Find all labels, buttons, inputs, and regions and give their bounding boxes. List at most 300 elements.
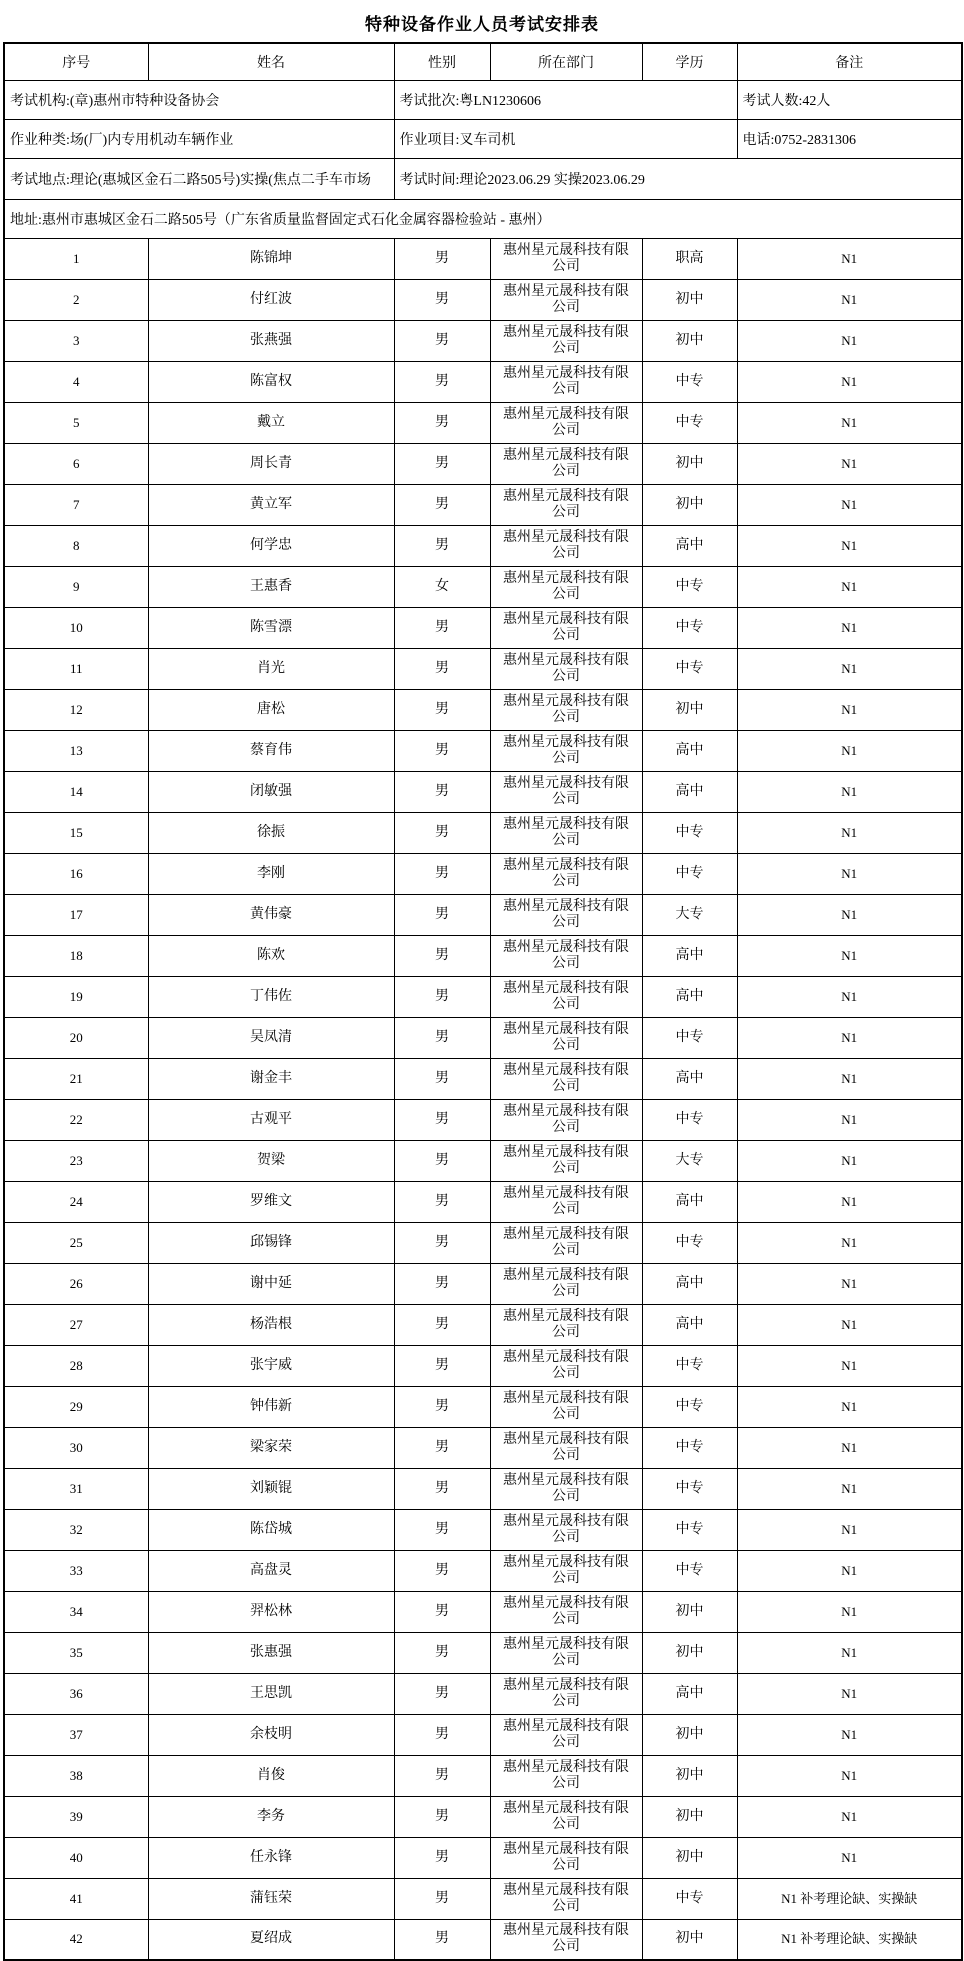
cell-gender: 男 <box>394 361 490 402</box>
cell-remark: N1 <box>737 1140 962 1181</box>
cell-gender: 女 <box>394 566 490 607</box>
work-project-cell: 作业项目:叉车司机 <box>394 119 737 158</box>
table-row <box>4 1714 962 1755</box>
cell-no: 14 <box>4 771 148 812</box>
cell-gender: 男 <box>394 607 490 648</box>
column-header-department: 所在部门 <box>490 43 642 80</box>
cell-department: 惠州星元晟科技有限公司 <box>490 1263 642 1304</box>
cell-department: 惠州星元晟科技有限公司 <box>490 1714 642 1755</box>
cell-remark: N1 <box>737 402 962 443</box>
cell-name: 李务 <box>148 1796 394 1837</box>
cell-remark: N1 <box>737 279 962 320</box>
table-row <box>4 730 962 771</box>
table-row <box>4 566 962 607</box>
cell-gender: 男 <box>394 443 490 484</box>
cell-education: 中专 <box>642 1386 737 1427</box>
cell-name: 谢金丰 <box>148 1058 394 1099</box>
cell-no: 27 <box>4 1304 148 1345</box>
info-row-2 <box>4 119 962 158</box>
table-row <box>4 1837 962 1878</box>
cell-gender: 男 <box>394 1304 490 1345</box>
cell-gender: 男 <box>394 894 490 935</box>
cell-education: 中专 <box>642 1509 737 1550</box>
cell-name: 陈岱城 <box>148 1509 394 1550</box>
cell-no: 10 <box>4 607 148 648</box>
table-row <box>4 1181 962 1222</box>
cell-education: 中专 <box>642 648 737 689</box>
cell-gender: 男 <box>394 1919 490 1960</box>
cell-gender: 男 <box>394 1263 490 1304</box>
cell-gender: 男 <box>394 1796 490 1837</box>
exam-location-cell: 考试地点:理论(惠城区金石二路505号)实操(焦点二手车市场 <box>4 158 394 199</box>
cell-no: 13 <box>4 730 148 771</box>
cell-education: 高中 <box>642 1058 737 1099</box>
cell-education: 初中 <box>642 1796 737 1837</box>
cell-gender: 男 <box>394 853 490 894</box>
cell-remark: N1 <box>737 894 962 935</box>
cell-no: 26 <box>4 1263 148 1304</box>
cell-education: 中专 <box>642 1099 737 1140</box>
column-header-education: 学历 <box>642 43 737 80</box>
phone-cell: 电话:0752-2831306 <box>737 119 962 158</box>
cell-remark: N1 <box>737 443 962 484</box>
cell-remark: N1 <box>737 1099 962 1140</box>
cell-remark: N1 补考理论缺、实操缺 <box>737 1878 962 1919</box>
cell-name: 徐振 <box>148 812 394 853</box>
cell-remark: N1 <box>737 566 962 607</box>
table-row <box>4 1263 962 1304</box>
roster-header <box>4 43 962 80</box>
cell-gender: 男 <box>394 1345 490 1386</box>
cell-gender: 男 <box>394 1468 490 1509</box>
cell-name: 肖光 <box>148 648 394 689</box>
cell-remark: N1 <box>737 484 962 525</box>
cell-no: 15 <box>4 812 148 853</box>
table-row <box>4 484 962 525</box>
cell-name: 贺梁 <box>148 1140 394 1181</box>
cell-remark: N1 <box>737 1058 962 1099</box>
cell-gender: 男 <box>394 1427 490 1468</box>
table-row <box>4 361 962 402</box>
cell-no: 42 <box>4 1919 148 1960</box>
cell-department: 惠州星元晟科技有限公司 <box>490 607 642 648</box>
cell-no: 36 <box>4 1673 148 1714</box>
cell-name: 戴立 <box>148 402 394 443</box>
cell-department: 惠州星元晟科技有限公司 <box>490 1140 642 1181</box>
cell-name: 羿松林 <box>148 1591 394 1632</box>
cell-gender: 男 <box>394 1878 490 1919</box>
cell-gender: 男 <box>394 1591 490 1632</box>
cell-remark: N1 <box>737 525 962 566</box>
table-row <box>4 1304 962 1345</box>
column-header-row <box>4 43 962 80</box>
cell-gender: 男 <box>394 1509 490 1550</box>
cell-remark: N1 <box>737 1591 962 1632</box>
cell-gender: 男 <box>394 771 490 812</box>
table-row <box>4 443 962 484</box>
cell-department: 惠州星元晟科技有限公司 <box>490 1181 642 1222</box>
cell-department: 惠州星元晟科技有限公司 <box>490 279 642 320</box>
cell-no: 17 <box>4 894 148 935</box>
exam-time-cell: 考试时间:理论2023.06.29 实操2023.06.29 <box>394 158 962 199</box>
cell-education: 中专 <box>642 1427 737 1468</box>
cell-department: 惠州星元晟科技有限公司 <box>490 1632 642 1673</box>
table-row <box>4 607 962 648</box>
cell-remark: N1 <box>737 1017 962 1058</box>
cell-name: 张惠强 <box>148 1632 394 1673</box>
cell-remark: N1 <box>737 853 962 894</box>
cell-gender: 男 <box>394 1222 490 1263</box>
cell-department: 惠州星元晟科技有限公司 <box>490 238 642 279</box>
table-row <box>4 402 962 443</box>
cell-department: 惠州星元晟科技有限公司 <box>490 320 642 361</box>
cell-department: 惠州星元晟科技有限公司 <box>490 1837 642 1878</box>
cell-remark: N1 <box>737 648 962 689</box>
cell-name: 黄立军 <box>148 484 394 525</box>
table-row <box>4 1017 962 1058</box>
exam-batch-cell: 考试批次:粤LN1230606 <box>394 80 737 119</box>
cell-no: 19 <box>4 976 148 1017</box>
cell-department: 惠州星元晟科技有限公司 <box>490 525 642 566</box>
cell-name: 闭敏强 <box>148 771 394 812</box>
cell-department: 惠州星元晟科技有限公司 <box>490 1386 642 1427</box>
cell-remark: N1 <box>737 1345 962 1386</box>
cell-education: 初中 <box>642 1919 737 1960</box>
cell-no: 29 <box>4 1386 148 1427</box>
cell-education: 中专 <box>642 1017 737 1058</box>
cell-no: 9 <box>4 566 148 607</box>
cell-department: 惠州星元晟科技有限公司 <box>490 1509 642 1550</box>
cell-gender: 男 <box>394 730 490 771</box>
cell-department: 惠州星元晟科技有限公司 <box>490 1468 642 1509</box>
cell-department: 惠州星元晟科技有限公司 <box>490 1878 642 1919</box>
cell-no: 8 <box>4 525 148 566</box>
cell-department: 惠州星元晟科技有限公司 <box>490 976 642 1017</box>
table-row <box>4 1632 962 1673</box>
cell-department: 惠州星元晟科技有限公司 <box>490 853 642 894</box>
cell-name: 吴凤清 <box>148 1017 394 1058</box>
cell-name: 周长青 <box>148 443 394 484</box>
table-row <box>4 1919 962 1960</box>
cell-no: 11 <box>4 648 148 689</box>
cell-name: 杨浩根 <box>148 1304 394 1345</box>
table-row <box>4 1099 962 1140</box>
roster-body <box>4 238 962 1960</box>
cell-name: 古观平 <box>148 1099 394 1140</box>
info-section <box>4 80 962 238</box>
cell-name: 陈锦坤 <box>148 238 394 279</box>
cell-education: 中专 <box>642 1222 737 1263</box>
cell-name: 罗维文 <box>148 1181 394 1222</box>
table-row <box>4 1222 962 1263</box>
cell-remark: N1 <box>737 1386 962 1427</box>
cell-name: 蒲钰荣 <box>148 1878 394 1919</box>
cell-no: 7 <box>4 484 148 525</box>
cell-remark: N1 <box>737 1796 962 1837</box>
cell-gender: 男 <box>394 689 490 730</box>
cell-department: 惠州星元晟科技有限公司 <box>490 443 642 484</box>
cell-remark: N1 <box>737 607 962 648</box>
cell-department: 惠州星元晟科技有限公司 <box>490 730 642 771</box>
cell-remark: N1 <box>737 1181 962 1222</box>
cell-name: 夏绍成 <box>148 1919 394 1960</box>
cell-no: 12 <box>4 689 148 730</box>
cell-gender: 男 <box>394 1673 490 1714</box>
cell-gender: 男 <box>394 1755 490 1796</box>
cell-education: 高中 <box>642 1181 737 1222</box>
table-row <box>4 771 962 812</box>
cell-remark: N1 <box>737 1755 962 1796</box>
cell-gender: 男 <box>394 279 490 320</box>
info-row-1 <box>4 80 962 119</box>
cell-remark: N1 <box>737 812 962 853</box>
cell-department: 惠州星元晟科技有限公司 <box>490 771 642 812</box>
cell-no: 35 <box>4 1632 148 1673</box>
cell-name: 余枝明 <box>148 1714 394 1755</box>
cell-name: 李刚 <box>148 853 394 894</box>
table-row <box>4 1591 962 1632</box>
cell-education: 高中 <box>642 1263 737 1304</box>
cell-gender: 男 <box>394 1386 490 1427</box>
cell-remark: N1 <box>737 361 962 402</box>
cell-education: 高中 <box>642 771 737 812</box>
cell-remark: N1 <box>737 935 962 976</box>
cell-name: 丁伟佐 <box>148 976 394 1017</box>
cell-no: 40 <box>4 1837 148 1878</box>
cell-education: 初中 <box>642 1837 737 1878</box>
cell-remark: N1 <box>737 1714 962 1755</box>
cell-name: 高盘灵 <box>148 1550 394 1591</box>
cell-education: 中专 <box>642 853 737 894</box>
table-row <box>4 976 962 1017</box>
cell-department: 惠州星元晟科技有限公司 <box>490 1673 642 1714</box>
cell-education: 高中 <box>642 1304 737 1345</box>
cell-name: 王思凯 <box>148 1673 394 1714</box>
column-header-name: 姓名 <box>148 43 394 80</box>
cell-education: 中专 <box>642 1878 737 1919</box>
cell-gender: 男 <box>394 812 490 853</box>
cell-education: 初中 <box>642 1755 737 1796</box>
cell-department: 惠州星元晟科技有限公司 <box>490 361 642 402</box>
cell-name: 陈富权 <box>148 361 394 402</box>
cell-education: 高中 <box>642 525 737 566</box>
cell-remark: N1 <box>737 771 962 812</box>
cell-education: 初中 <box>642 1591 737 1632</box>
cell-education: 大专 <box>642 894 737 935</box>
cell-education: 中专 <box>642 361 737 402</box>
cell-gender: 男 <box>394 1550 490 1591</box>
column-header-no: 序号 <box>4 43 148 80</box>
cell-gender: 男 <box>394 320 490 361</box>
cell-name: 邱锡锋 <box>148 1222 394 1263</box>
cell-gender: 男 <box>394 1837 490 1878</box>
cell-remark: N1 <box>737 1509 962 1550</box>
table-row <box>4 320 962 361</box>
cell-remark: N1 <box>737 1468 962 1509</box>
work-type-cell: 作业种类:场(厂)内专用机动车辆作业 <box>4 119 394 158</box>
cell-department: 惠州星元晟科技有限公司 <box>490 1345 642 1386</box>
cell-name: 黄伟豪 <box>148 894 394 935</box>
cell-remark: N1 <box>737 1632 962 1673</box>
cell-name: 肖俊 <box>148 1755 394 1796</box>
cell-no: 24 <box>4 1181 148 1222</box>
cell-remark: N1 <box>737 320 962 361</box>
cell-no: 18 <box>4 935 148 976</box>
cell-gender: 男 <box>394 484 490 525</box>
info-row-4 <box>4 199 962 238</box>
cell-education: 中专 <box>642 607 737 648</box>
cell-education: 初中 <box>642 1714 737 1755</box>
cell-department: 惠州星元晟科技有限公司 <box>490 1222 642 1263</box>
column-header-gender: 性别 <box>394 43 490 80</box>
cell-department: 惠州星元晟科技有限公司 <box>490 648 642 689</box>
cell-remark: N1 <box>737 238 962 279</box>
cell-gender: 男 <box>394 1099 490 1140</box>
cell-name: 钟伟新 <box>148 1386 394 1427</box>
cell-gender: 男 <box>394 935 490 976</box>
cell-remark: N1 <box>737 730 962 771</box>
cell-department: 惠州星元晟科技有限公司 <box>490 1796 642 1837</box>
cell-no: 41 <box>4 1878 148 1919</box>
cell-no: 4 <box>4 361 148 402</box>
cell-gender: 男 <box>394 1714 490 1755</box>
cell-gender: 男 <box>394 1058 490 1099</box>
address-cell: 地址:惠州市惠城区金石二路505号（广东省质量监督固定式石化金属容器检验站 - 惠州） <box>4 199 962 238</box>
cell-gender: 男 <box>394 1632 490 1673</box>
cell-department: 惠州星元晟科技有限公司 <box>490 1591 642 1632</box>
exam-schedule-table <box>3 42 963 1961</box>
cell-education: 初中 <box>642 443 737 484</box>
cell-no: 5 <box>4 402 148 443</box>
cell-department: 惠州星元晟科技有限公司 <box>490 484 642 525</box>
table-row <box>4 1140 962 1181</box>
cell-education: 高中 <box>642 730 737 771</box>
table-row <box>4 1058 962 1099</box>
table-row <box>4 1550 962 1591</box>
cell-name: 刘颖锟 <box>148 1468 394 1509</box>
cell-no: 22 <box>4 1099 148 1140</box>
cell-no: 20 <box>4 1017 148 1058</box>
cell-no: 37 <box>4 1714 148 1755</box>
cell-no: 28 <box>4 1345 148 1386</box>
cell-gender: 男 <box>394 1140 490 1181</box>
cell-name: 付红波 <box>148 279 394 320</box>
cell-name: 张宇威 <box>148 1345 394 1386</box>
cell-education: 初中 <box>642 689 737 730</box>
cell-remark: N1 <box>737 1427 962 1468</box>
cell-department: 惠州星元晟科技有限公司 <box>490 1919 642 1960</box>
table-row <box>4 279 962 320</box>
cell-department: 惠州星元晟科技有限公司 <box>490 894 642 935</box>
info-row-3 <box>4 158 962 199</box>
cell-education: 初中 <box>642 279 737 320</box>
cell-education: 初中 <box>642 484 737 525</box>
cell-name: 唐松 <box>148 689 394 730</box>
cell-department: 惠州星元晟科技有限公司 <box>490 1550 642 1591</box>
cell-department: 惠州星元晟科技有限公司 <box>490 1017 642 1058</box>
cell-education: 中专 <box>642 1468 737 1509</box>
cell-gender: 男 <box>394 976 490 1017</box>
cell-no: 38 <box>4 1755 148 1796</box>
cell-remark: N1 <box>737 1673 962 1714</box>
cell-department: 惠州星元晟科技有限公司 <box>490 935 642 976</box>
table-row <box>4 812 962 853</box>
cell-name: 何学忠 <box>148 525 394 566</box>
cell-education: 初中 <box>642 1632 737 1673</box>
table-row <box>4 648 962 689</box>
cell-remark: N1 <box>737 1304 962 1345</box>
cell-name: 王惠香 <box>148 566 394 607</box>
table-row <box>4 853 962 894</box>
table-row <box>4 1755 962 1796</box>
cell-department: 惠州星元晟科技有限公司 <box>490 1058 642 1099</box>
table-row <box>4 525 962 566</box>
cell-department: 惠州星元晟科技有限公司 <box>490 402 642 443</box>
table-row <box>4 894 962 935</box>
table-row <box>4 689 962 730</box>
exam-count-cell: 考试人数:42人 <box>737 80 962 119</box>
cell-name: 陈雪漂 <box>148 607 394 648</box>
cell-no: 2 <box>4 279 148 320</box>
table-row <box>4 935 962 976</box>
cell-no: 16 <box>4 853 148 894</box>
cell-department: 惠州星元晟科技有限公司 <box>490 812 642 853</box>
cell-no: 34 <box>4 1591 148 1632</box>
cell-name: 任永锋 <box>148 1837 394 1878</box>
cell-gender: 男 <box>394 402 490 443</box>
cell-department: 惠州星元晟科技有限公司 <box>490 1427 642 1468</box>
table-row <box>4 1468 962 1509</box>
cell-remark: N1 <box>737 1837 962 1878</box>
cell-education: 高中 <box>642 935 737 976</box>
cell-no: 1 <box>4 238 148 279</box>
cell-education: 中专 <box>642 566 737 607</box>
cell-gender: 男 <box>394 525 490 566</box>
cell-no: 6 <box>4 443 148 484</box>
cell-remark: N1 <box>737 976 962 1017</box>
cell-name: 蔡育伟 <box>148 730 394 771</box>
table-row <box>4 1427 962 1468</box>
cell-education: 高中 <box>642 1673 737 1714</box>
cell-remark: N1 <box>737 1550 962 1591</box>
cell-remark: N1 <box>737 1263 962 1304</box>
cell-education: 大专 <box>642 1140 737 1181</box>
cell-education: 职高 <box>642 238 737 279</box>
cell-remark: N1 补考理论缺、实操缺 <box>737 1919 962 1960</box>
cell-no: 3 <box>4 320 148 361</box>
cell-no: 21 <box>4 1058 148 1099</box>
cell-no: 30 <box>4 1427 148 1468</box>
table-row <box>4 238 962 279</box>
page-title: 特种设备作业人员考试安排表 <box>365 15 599 34</box>
cell-gender: 男 <box>394 1017 490 1058</box>
cell-education: 中专 <box>642 402 737 443</box>
cell-no: 31 <box>4 1468 148 1509</box>
table-row <box>4 1673 962 1714</box>
cell-name: 陈欢 <box>148 935 394 976</box>
cell-remark: N1 <box>737 1222 962 1263</box>
cell-department: 惠州星元晟科技有限公司 <box>490 566 642 607</box>
cell-no: 39 <box>4 1796 148 1837</box>
cell-education: 中专 <box>642 1550 737 1591</box>
cell-department: 惠州星元晟科技有限公司 <box>490 689 642 730</box>
cell-name: 谢中延 <box>148 1263 394 1304</box>
cell-no: 33 <box>4 1550 148 1591</box>
cell-department: 惠州星元晟科技有限公司 <box>490 1099 642 1140</box>
cell-remark: N1 <box>737 689 962 730</box>
cell-gender: 男 <box>394 1181 490 1222</box>
exam-org-cell: 考试机构:(章)惠州市特种设备协会 <box>4 80 394 119</box>
